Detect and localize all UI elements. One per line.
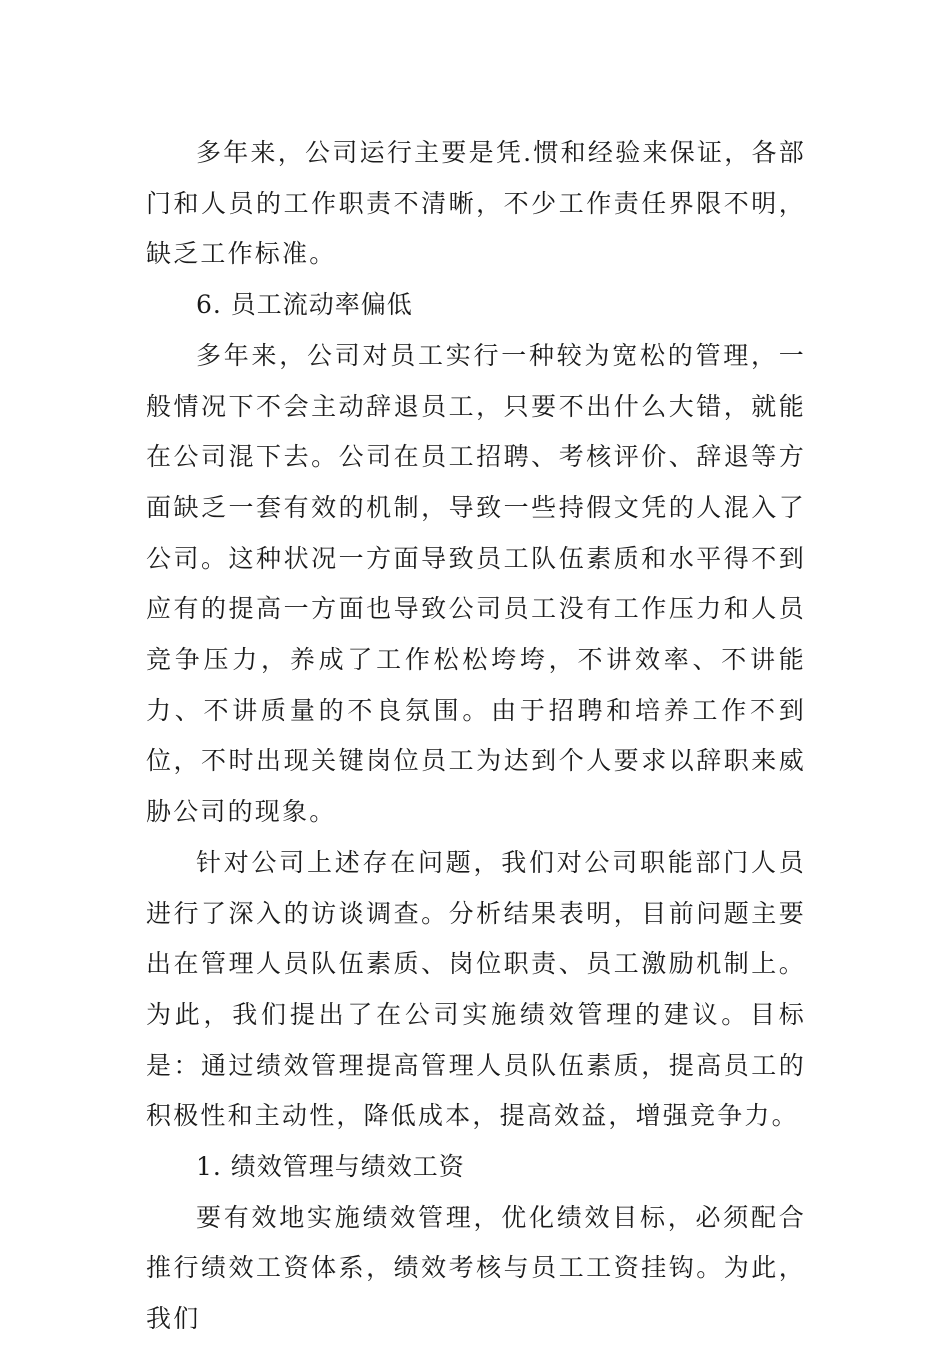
document-body (146, 128, 806, 1345)
paragraph-job-responsibilities: 多年来，公司运行主要是凭.惯和经验来保证，各部门和人员的工作职责不清晰，不少工作责任界限不明，缺乏工作标准。 (146, 138, 806, 269)
section-heading-staff-turnover: 6. 员工流动率偏低 (196, 290, 413, 320)
paragraph-survey-results: 针对公司上述存在问题，我们对公司职能部门人员进行了深入的访谈调查。分析结果表明，目前问题主要出在管理人员队伍素质、岗位职责、员工激励机制上。为此，我们提出了在公司实施绩效管理的建议。目标是：通过绩效管理提高管理人员队伍素质，提高员工的积极性和主动性，降低成本，提高效益，增强竞争力。 (146, 847, 806, 1131)
paragraph-staff-management: 多年来，公司对员工实行一种较为宽松的管理，一般情况下不会主动辞退员工，只要不出什么大错，就能在公司混下去。公司在员工招聘、考核评价、辞退等方面缺乏一套有效的机制，导致一些持假文凭的人混入了公司。这种状况一方面导致员工队伍素质和水平得不到应有的提高一方面也导致公司员工没有工作压力和人员竞争压力，养成了工作松松垮垮，不讲效率、不讲能力、不讲质量的不良氛围。由于招聘和培养工作不到位，不时出现关键岗位员工为达到个人要求以辞职来威胁公司的现象。 (146, 340, 806, 827)
section-heading-performance-pay: 1. 绩效管理与绩效工资 (196, 1152, 465, 1182)
paragraph-performance-management: 要有效地实施绩效管理，优化绩效目标，必须配合推行绩效工资体系，绩效考核与员工工资挂钩。为此，我们 (146, 1202, 806, 1334)
